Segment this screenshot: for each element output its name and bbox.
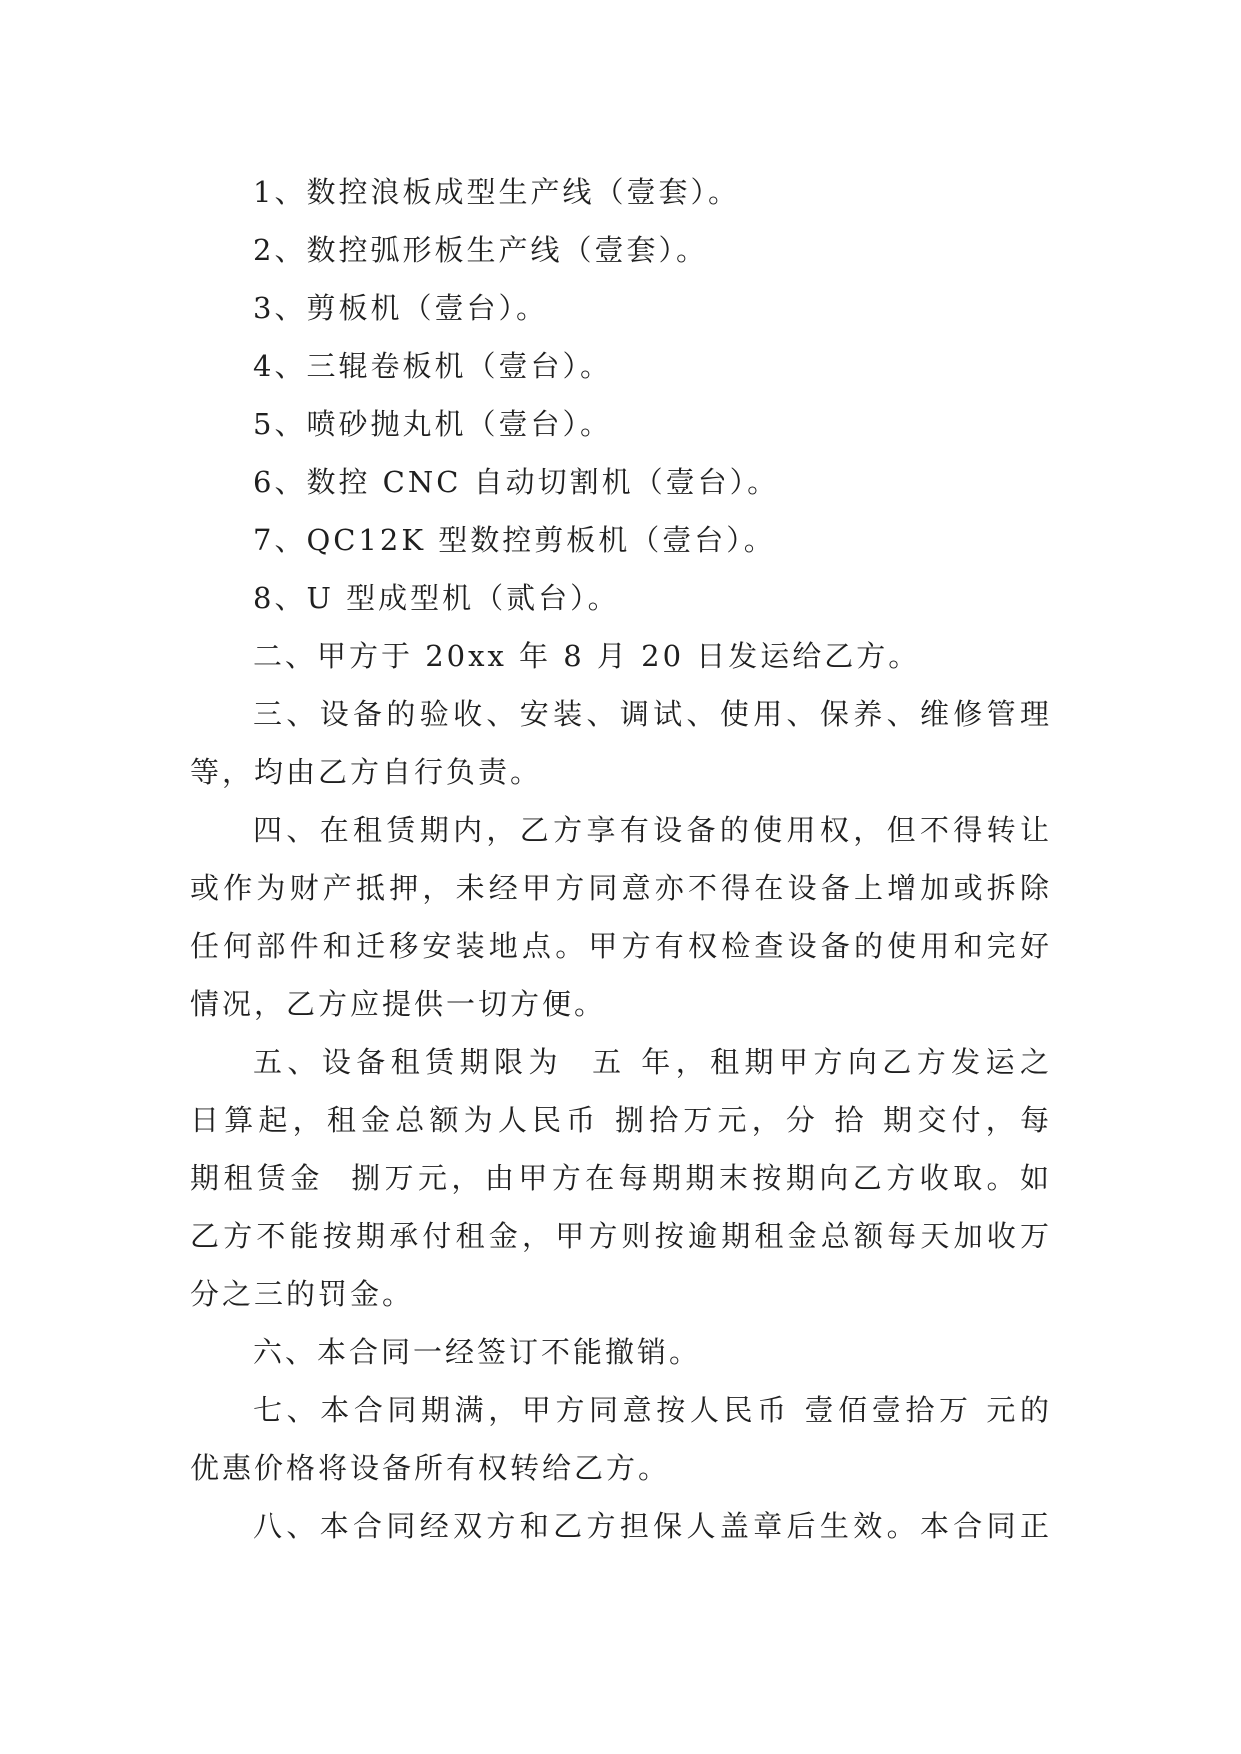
clause-7-line-2: 优惠价格将设备所有权转给乙方。 [190,1451,671,1485]
list-item-6: 6、数控 CNC 自动切割机（壹台）。 [253,465,780,499]
list-item-8: 8、U 型成型机（贰台）。 [253,581,620,615]
clause-4-line-4: 情况，乙方应提供一切方便。 [190,987,607,1021]
clause-4-line-1: 四、在租赁期内，乙方享有设备的使用权，但不得转让 [253,813,1052,847]
list-item-1: 1、数控浪板成型生产线（壹套）。 [253,175,740,209]
clause-8-line-1: 八、本合同经双方和乙方担保人盖章后生效。本合同正 [253,1509,1052,1543]
clause-2: 二、甲方于 20xx 年 8 月 20 日发运给乙方。 [253,639,921,673]
list-item-5: 5、喷砂抛丸机（壹台）。 [253,407,612,441]
clause-7-line-1: 七、本合同期满，甲方同意按人民币 壹佰壹拾万 元的 [253,1393,1052,1427]
clause-5-line-3: 期租赁金 捌万元，由甲方在每期期末按期向乙方收取。如 [190,1161,1052,1195]
list-item-3: 3、剪板机（壹台）。 [253,291,548,325]
clause-5-line-1: 五、设备租赁期限为 五 年，租期甲方向乙方发运之 [253,1045,1052,1079]
clause-3-line-2: 等，均由乙方自行负责。 [190,755,543,789]
clause-6: 六、本合同一经签订不能撤销。 [253,1335,702,1369]
clause-4-line-2: 或作为财产抵押，未经甲方同意亦不得在设备上增加或拆除 [190,871,1052,905]
clause-5-line-4: 乙方不能按期承付租金，甲方则按逾期租金总额每天加收万 [190,1219,1052,1253]
clause-5-line-2: 日算起，租金总额为人民币 捌拾万元，分 拾 期交付，每 [190,1103,1052,1137]
list-item-4: 4、三辊卷板机（壹台）。 [253,349,612,383]
list-item-7: 7、QC12K 型数控剪板机（壹台）。 [253,523,776,557]
clause-4-line-3: 任何部件和迁移安装地点。甲方有权检查设备的使用和完好 [190,929,1052,963]
document-body [190,163,1052,1555]
clause-3-line-1: 三、设备的验收、安装、调试、使用、保养、维修管理 [253,697,1052,731]
clause-5-line-5: 分之三的罚金。 [190,1277,415,1311]
list-item-2: 2、数控弧形板生产线（壹套）。 [253,233,708,267]
